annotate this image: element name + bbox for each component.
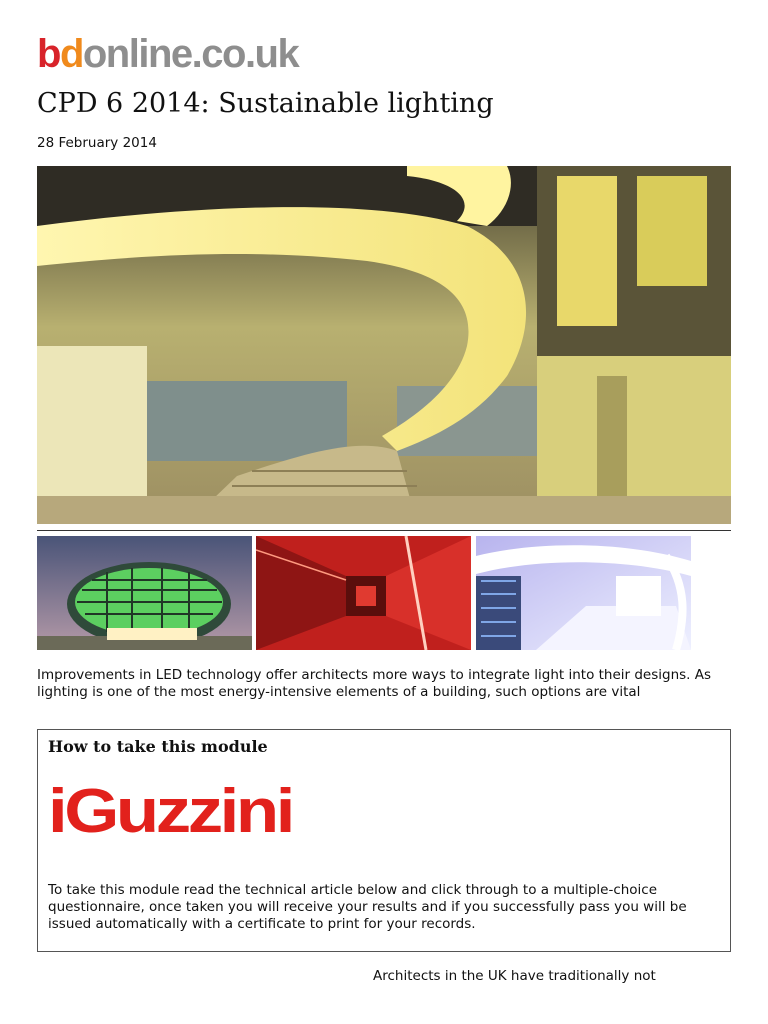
thumbnail-white-interior <box>476 536 691 650</box>
article-intro: Improvements in LED technology offer architects more ways to integrate light into their designs. As lighting is one of the most energy-intensive elements of a building, such options are vital <box>37 667 712 700</box>
publish-date: 28 February 2014 <box>37 135 157 151</box>
bdonline-logo[interactable] <box>37 32 298 76</box>
module-box <box>37 729 731 952</box>
article-body-start: Architects in the UK have traditionally not <box>373 968 656 984</box>
thumbnail-dome-building <box>37 536 252 650</box>
module-instructions: To take this module read the technical article below and click through to a multiple-choice questionnaire, once taken you will receive your results and if you successfully pass you will be issued automatically with a certificate to print for your records. <box>48 882 687 932</box>
thumbnail-red-corridor <box>256 536 471 650</box>
logo-letter-d: d <box>59 32 83 76</box>
logo-letter-b: b <box>37 32 60 76</box>
module-title: How to take this module <box>48 737 268 756</box>
iguzzini-logo[interactable] <box>48 778 294 842</box>
hero-image <box>37 166 731 524</box>
logo-domain: online.co.uk <box>82 32 299 76</box>
iguzzini-logo-text: iGuzzini <box>48 778 292 842</box>
page-title: CPD 6 2014: Sustainable lighting <box>37 88 494 119</box>
divider <box>37 530 731 531</box>
